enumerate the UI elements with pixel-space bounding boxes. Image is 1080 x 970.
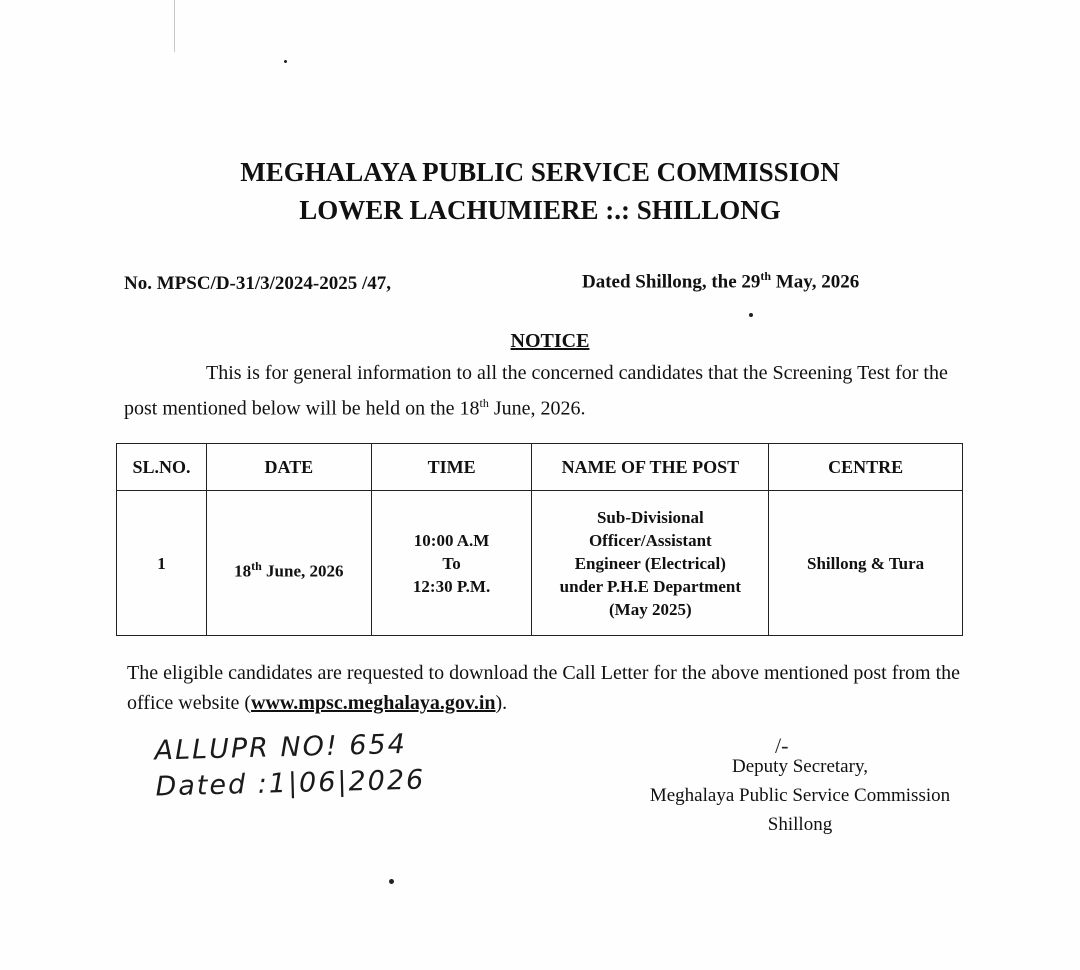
cell-post-line: under P.H.E Department [559, 576, 741, 596]
cell-post-line: (May 2025) [609, 599, 692, 619]
cell-post-line: Engineer (Electrical) [574, 553, 726, 573]
dated-rest: May, 2026 [775, 271, 860, 293]
cell-post-line: Sub-Divisional [596, 507, 704, 527]
column-header-time: TIME [371, 444, 532, 491]
dated-day-suffix: th [760, 269, 772, 283]
notice-paragraph-sup: th [479, 396, 489, 410]
closing-text-end: ). [495, 692, 508, 714]
scan-artifact-line [174, 0, 175, 52]
column-header-date: DATE [206, 444, 371, 491]
dated-prefix: Dated Shillong, the [582, 271, 737, 293]
signature-organization: Meghalaya Public Service Commission [649, 785, 951, 806]
reference-number: No. MPSC/D-31/3/2024-2025 /47, [124, 273, 392, 294]
website-link[interactable]: www.mpsc.meghalaya.gov.in [251, 692, 496, 714]
cell-centre: Shillong & Tura [769, 491, 963, 636]
schedule-table [116, 443, 963, 636]
column-header-post: NAME OF THE POST [532, 444, 769, 491]
column-header-slno: SL.NO. [117, 444, 207, 491]
signature-title: Deputy Secretary, [732, 756, 868, 777]
cell-time-end: 12:30 P.M. [412, 576, 491, 596]
handwritten-note [154, 726, 426, 805]
signature-mark: /- [775, 733, 789, 758]
cell-time-start: 10:00 A.M [413, 530, 490, 550]
cell-time [371, 491, 532, 636]
table-row [117, 491, 963, 636]
cell-post-line: Officer/Assistant [588, 530, 712, 550]
letterhead [0, 153, 1080, 229]
cell-date-rest: June, 2026 [261, 561, 344, 581]
scan-speck [389, 879, 394, 884]
cell-date-day: 18 [234, 561, 252, 581]
scan-speck [749, 313, 753, 317]
scan-speck [284, 60, 287, 63]
notice-paragraph-text: This is for general information to all the concerned candidates that the Screening Test for the post mentioned below will be held on the 18 [124, 362, 948, 420]
dated-day: 29 [741, 271, 761, 293]
handwritten-note-line-1: ALLUPR NO! 654 [154, 728, 408, 767]
signature-block [600, 752, 1000, 839]
notice-title: NOTICE [510, 330, 590, 352]
notice-paragraph [124, 358, 964, 424]
dated-line [582, 269, 859, 293]
cell-date-suffix: th [251, 559, 262, 574]
cell-time-to: To [442, 553, 461, 573]
cell-slno: 1 [117, 491, 207, 636]
handwritten-note-line-2: Dated :1|06|2026 [155, 764, 426, 803]
notice-paragraph-text-end: June, 2026. [488, 397, 586, 420]
signature-location: Shillong [767, 814, 833, 835]
table-header-row [117, 444, 963, 491]
letterhead-line-2: LOWER LACHUMIERE :.: SHILLONG [299, 195, 781, 225]
cell-date [206, 491, 371, 636]
letterhead-line-1: MEGHALAYA PUBLIC SERVICE COMMISSION [240, 157, 840, 187]
cell-post [532, 491, 769, 636]
closing-paragraph [127, 658, 967, 718]
column-header-centre: CENTRE [769, 444, 963, 491]
closing-text: The eligible candidates are requested to download the Call Letter for the above mentioned post from the office website ( [127, 662, 961, 714]
